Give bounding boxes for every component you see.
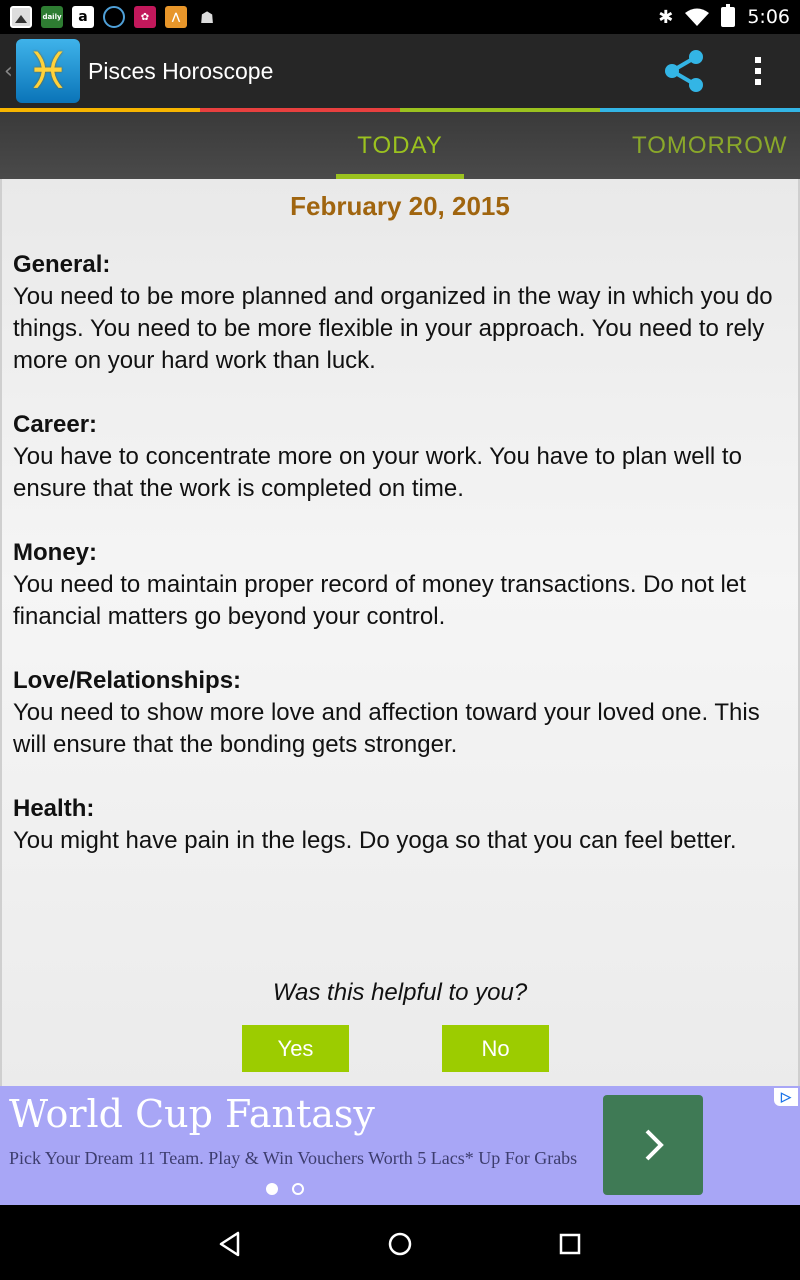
horoscope-content[interactable] <box>0 179 800 1086</box>
section-career <box>13 409 788 505</box>
home-button[interactable] <box>370 1219 430 1269</box>
system-status <box>658 6 790 28</box>
app-actions <box>654 41 800 101</box>
ad-page-dot <box>266 1183 278 1195</box>
chart-icon: ⋀ <box>165 6 187 28</box>
ad-subtitle[interactable]: Pick Your Dream 11 Team. Play & Win Vouchers Worth 5 Lacs* Up For Grabs <box>9 1148 578 1168</box>
navigation-bar <box>0 1205 800 1280</box>
overflow-menu-button[interactable] <box>738 41 778 101</box>
section-heading: Health: <box>13 795 95 822</box>
ad-title[interactable]: World Cup Fantasy <box>9 1092 375 1136</box>
up-chevron-icon[interactable]: ‹ <box>4 58 13 84</box>
notification-icons <box>10 6 218 28</box>
wifi-icon <box>685 8 709 26</box>
horoscope-reading <box>13 249 788 889</box>
daily-icon: daily <box>41 6 63 28</box>
recents-button[interactable] <box>540 1219 600 1269</box>
tab-today[interactable]: TODAY <box>336 112 464 179</box>
share-icon <box>662 49 706 93</box>
share-button[interactable] <box>654 41 714 101</box>
app-title: Pisces Horoscope <box>88 57 274 84</box>
back-button[interactable] <box>200 1219 260 1269</box>
gallery-icon <box>10 6 32 28</box>
section-body: You have to concentrate more on your work. You have to plan well to ensure that the work is completed on time. <box>13 443 742 502</box>
app-bar <box>0 34 800 108</box>
pisces-logo-icon[interactable]: ♓ <box>16 39 80 103</box>
section-heading: Career: <box>13 411 98 438</box>
section-general <box>13 249 788 377</box>
flower-icon: ✿ <box>134 6 156 28</box>
clock: 5:06 <box>747 6 790 28</box>
android-icon: ☗ <box>199 7 215 27</box>
tab-bar <box>0 112 800 179</box>
section-heading: Love/Relationships: <box>13 667 242 694</box>
compass-icon <box>103 6 125 28</box>
section-body: You might have pain in the legs. Do yoga so that you can feel better. <box>13 827 737 854</box>
recents-icon <box>558 1232 582 1256</box>
bluetooth-icon: ✱ <box>658 6 674 28</box>
section-body: You need to be more planned and organized in the way in which you do things. You need to be more flexible in your approach. You need to rely more on your hard work than luck. <box>13 283 773 374</box>
adchoices-icon[interactable]: ▷ <box>774 1088 798 1106</box>
section-love <box>13 665 788 761</box>
tab-tomorrow[interactable]: TOMORROW <box>632 131 788 159</box>
section-body: You need to show more love and affection toward your loved one. This will ensure that the bonding gets stronger. <box>13 699 760 758</box>
home-icon <box>387 1231 413 1257</box>
feedback-question: Was this helpful to you? <box>272 979 528 1006</box>
yes-button[interactable]: Yes <box>242 1025 349 1072</box>
section-health <box>13 793 788 857</box>
section-body: You need to maintain proper record of money transactions. Do not let financial matters go beyond your control. <box>13 571 746 630</box>
status-bar <box>0 0 800 34</box>
horoscope-date: February 20, 2015 <box>290 191 510 221</box>
battery-icon <box>721 7 735 27</box>
chevron-right-icon <box>633 1125 673 1165</box>
section-heading: General: <box>13 251 111 278</box>
ad-banner[interactable] <box>0 1086 800 1205</box>
amazon-icon: a <box>72 6 94 28</box>
more-vert-icon <box>755 57 761 85</box>
section-money <box>13 537 788 633</box>
no-button[interactable]: No <box>442 1025 549 1072</box>
ad-page-dot <box>292 1183 304 1195</box>
ad-open-button[interactable] <box>603 1095 703 1195</box>
back-icon <box>217 1231 243 1257</box>
section-heading: Money: <box>13 539 97 566</box>
ad-page-indicator <box>266 1183 304 1195</box>
